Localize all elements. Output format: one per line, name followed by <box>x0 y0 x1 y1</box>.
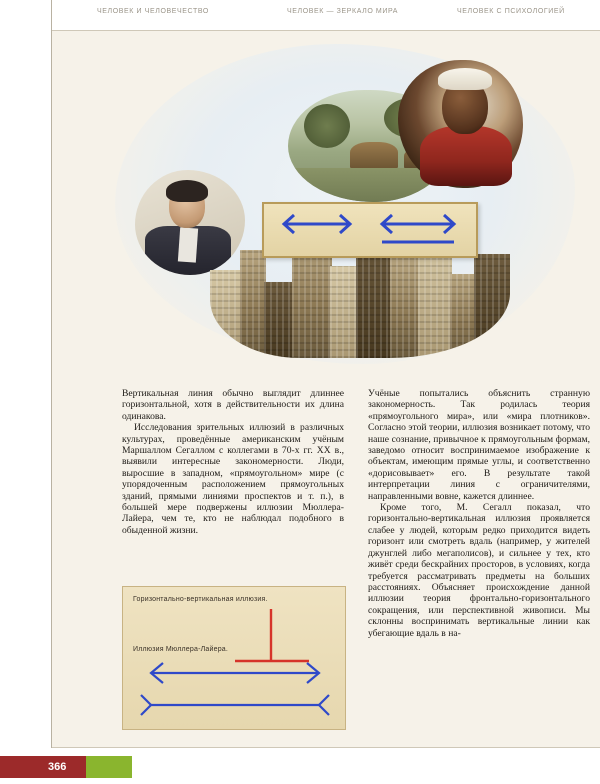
building-shape <box>450 274 476 358</box>
running-head <box>52 0 600 31</box>
paragraph: Кроме того, М. Сегалл показал, что горизонтально-вертикальная иллюзия проявляется слабее у людей, которым редко приходится видеть горизонт или смотреть вдаль (например, у жителей джунглей либо мегаполисов), и сильнее у тех, кто живёт среди бескрайних просторов, в условиях, когда требуется рассматривать предметы на больших расстояниях. Объясняет происхождение данной иллюзии теория фронтально-горизонтального сокращения, или перспективной живописи. Мы склонны воспринимать вертикальные линии как убегающие вдаль в на- <box>368 502 590 639</box>
text-column-right <box>368 388 590 639</box>
person-body-shape <box>420 126 512 186</box>
building-shape <box>210 270 244 358</box>
text-column-left <box>122 388 344 536</box>
horizontal-vertical-illusion-figure <box>235 609 309 661</box>
muller-lyer-illusion-figure <box>141 663 329 715</box>
hut-shape <box>350 142 398 168</box>
muller-lyer-figure-svg <box>264 204 476 256</box>
tree-shape <box>304 104 350 148</box>
paragraph: Учёные попытались объяснить странную закономерность. Так родилась теория «прямоугольного мира», или «мира плотников». Согласно этой теории, иллюзия возникает потому, что наше сознание, привычное к прямоугольным формам, заведомо относит воспринимаемое изображение к объектам, имеющим прямые углы, и соответственно «дорисовывает» его. В результате такой интерпретации линия с ограничителями, направленными вовне, кажется длиннее. <box>368 388 590 502</box>
footer-accent-green <box>86 756 132 778</box>
page-footer <box>0 748 600 784</box>
building-shape <box>330 266 358 358</box>
page-number: 366 <box>48 761 67 773</box>
running-head-item-2: ЧЕЛОВЕК — ЗЕРКАЛО МИРА <box>287 8 399 15</box>
illustration-collage <box>60 32 592 377</box>
building-shape <box>240 250 266 358</box>
footer-accent-red <box>0 756 86 778</box>
diagram-label-muller-lyer: Иллюзия Мюллера-Лайера. <box>133 646 229 653</box>
running-head-item-1: ЧЕЛОВЕК И ЧЕЛОВЕЧЕСТВО <box>97 8 209 15</box>
building-shape <box>264 282 294 358</box>
illusion-diagram-panel <box>122 586 346 730</box>
shirt-shape <box>178 227 198 262</box>
person-hair-shape <box>166 180 208 202</box>
paragraph: Исследования зрительных иллюзий в различных культурах, проведённые американским учёным Маршаллом Сегаллом с коллегами в 70-х гг. XX в., выявили интересные закономерности. Люди, выросшие в западном, «прямоугольном» мире (с упорядоченным расположением прямоугольных зданий, прямыми линиями проспектов и т. п.), в большей мере подвержены иллюзии Мюллера-Лайера, чем те, кто не наблюдал подобного в обыденной жизни. <box>122 422 344 536</box>
building-shape <box>474 254 510 358</box>
building-shape <box>390 258 420 358</box>
person-headwear-shape <box>438 68 492 90</box>
muller-lyer-plate <box>262 202 478 258</box>
paragraph: Вертикальная линия обычно выглядит длиннее горизонтальной, хотя в действительности их длина одинакова. <box>122 388 344 422</box>
diagram-label-horizontal-vertical: Горизонтально-вертикальная иллюзия. <box>133 596 268 603</box>
running-head-item-3: ЧЕЛОВЕК С ПСИХОЛОГИЕЙ <box>457 8 565 15</box>
diagram-figures-svg <box>123 587 345 729</box>
page-left-margin <box>0 0 52 784</box>
